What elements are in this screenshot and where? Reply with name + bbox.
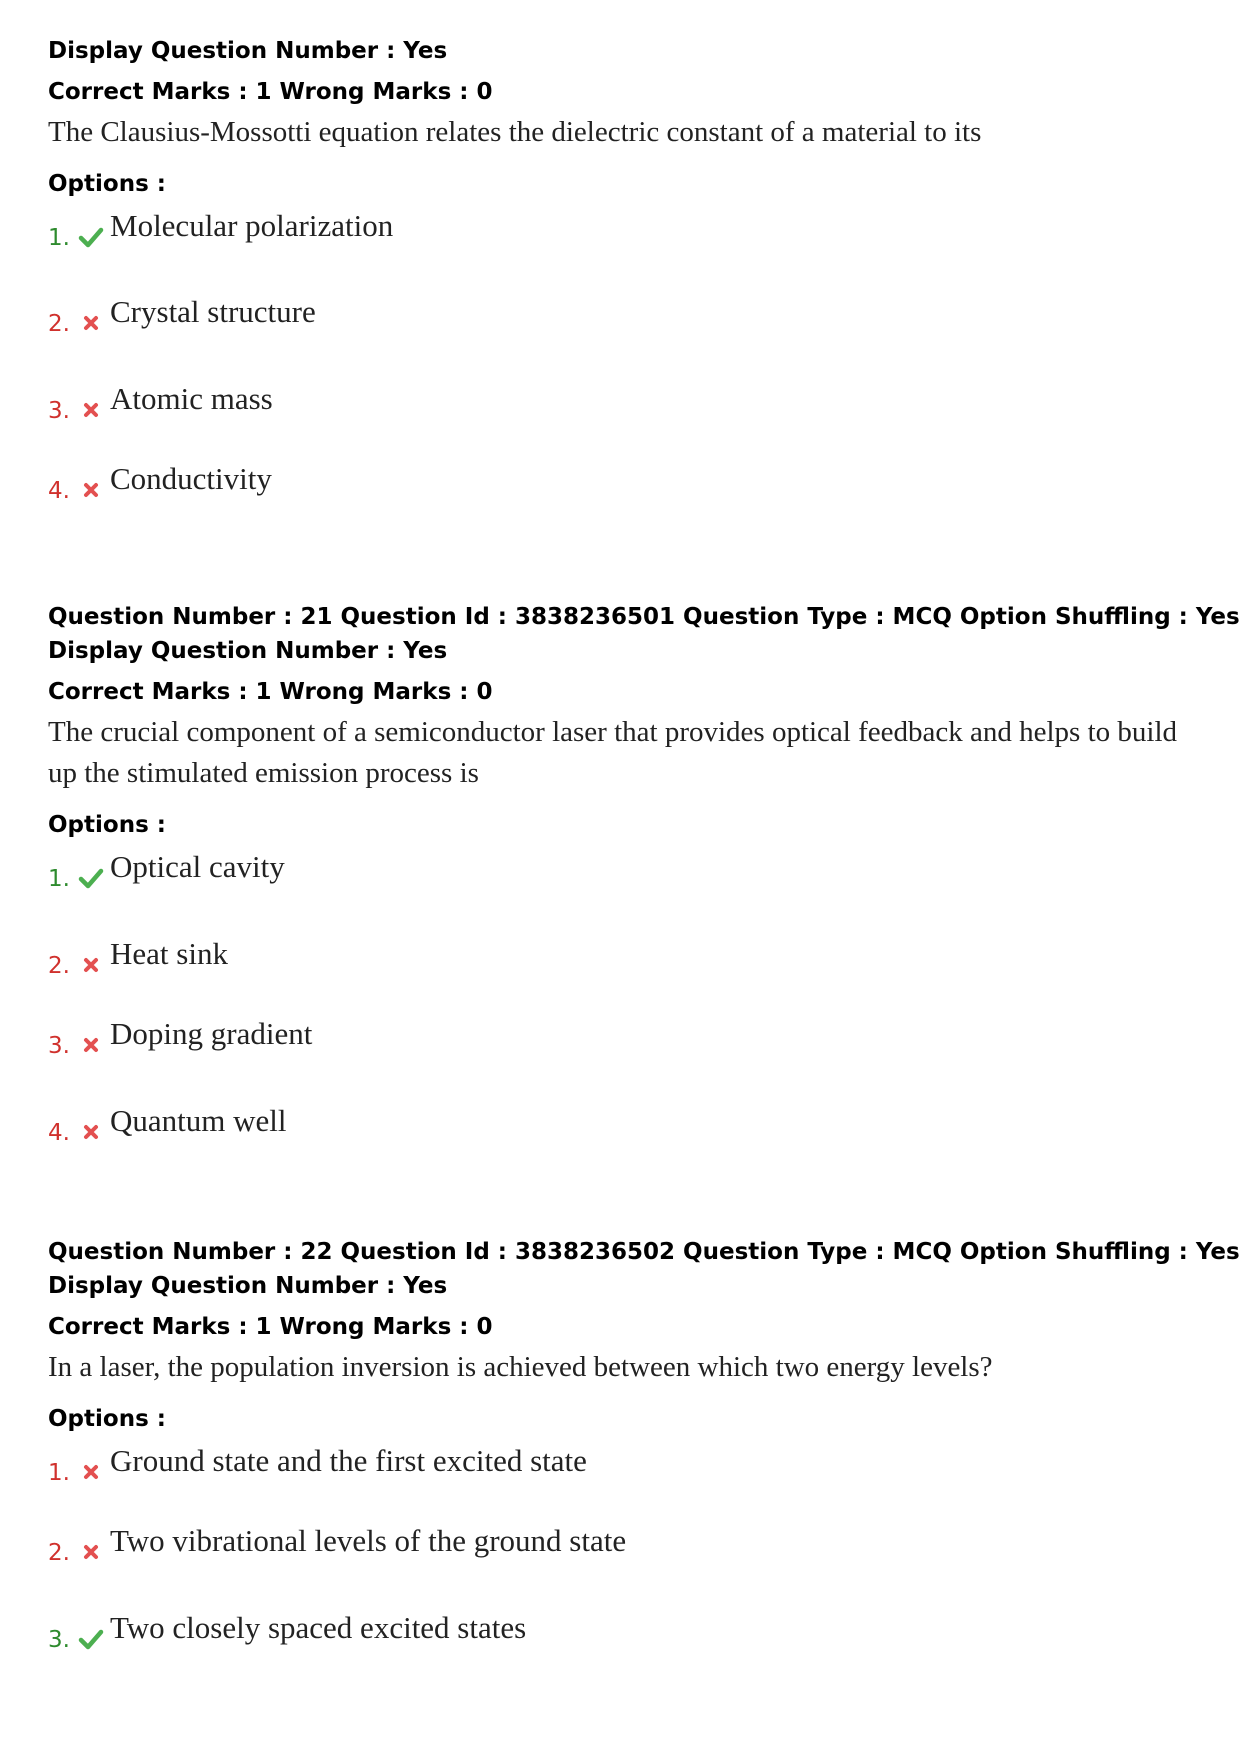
marks-line: Correct Marks : 1 Wrong Marks : 0 <box>48 1314 493 1340</box>
question-text: In a laser, the population inversion is achieved between which two energy levels? <box>48 1351 993 1383</box>
cross-icon <box>78 477 104 503</box>
question-header: Question Number : 21 Question Id : 3838236501 Question Type : MCQ Option Shuffling : Yes <box>48 604 1240 630</box>
display-question-number: Display Question Number : Yes <box>48 1273 448 1299</box>
option-number: 2. <box>48 311 70 337</box>
option-number: 2. <box>48 1540 70 1566</box>
option-number: 3. <box>48 398 70 424</box>
option-number: 3. <box>48 1627 70 1653</box>
options-label: Options : <box>48 812 166 838</box>
options-label: Options : <box>48 171 166 197</box>
option-number: 1. <box>48 1460 70 1486</box>
option-text: Ground state and the first excited state <box>110 1443 587 1478</box>
option-text: Two closely spaced excited states <box>110 1610 527 1645</box>
option-text: Conductivity <box>110 461 272 496</box>
option-text: Crystal structure <box>110 294 316 329</box>
option-text: Doping gradient <box>110 1016 313 1051</box>
options-label: Options : <box>48 1406 166 1432</box>
check-icon <box>78 1626 104 1652</box>
option-text: Heat sink <box>110 936 228 971</box>
cross-icon <box>78 952 104 978</box>
question-text: up the stimulated emission process is <box>48 757 479 789</box>
option-text: Molecular polarization <box>110 208 394 243</box>
marks-line: Correct Marks : 1 Wrong Marks : 0 <box>48 79 493 105</box>
cross-icon <box>78 1459 104 1485</box>
question-text: The Clausius-Mossotti equation relates the dielectric constant of a material to its <box>48 116 982 148</box>
cross-icon <box>78 310 104 336</box>
option-text: Quantum well <box>110 1103 287 1138</box>
option-number: 1. <box>48 866 70 892</box>
option-number: 4. <box>48 478 70 504</box>
check-icon <box>78 224 104 250</box>
display-question-number: Display Question Number : Yes <box>48 638 448 664</box>
question-header: Question Number : 22 Question Id : 3838236502 Question Type : MCQ Option Shuffling : Yes <box>48 1239 1240 1265</box>
cross-icon <box>78 1539 104 1565</box>
option-number: 3. <box>48 1033 70 1059</box>
option-text: Optical cavity <box>110 849 285 884</box>
display-question-number: Display Question Number : Yes <box>48 38 448 64</box>
option-text: Atomic mass <box>110 381 273 416</box>
option-text: Two vibrational levels of the ground state <box>110 1523 627 1558</box>
cross-icon <box>78 1119 104 1145</box>
option-number: 2. <box>48 953 70 979</box>
option-number: 1. <box>48 225 70 251</box>
cross-icon <box>78 397 104 423</box>
marks-line: Correct Marks : 1 Wrong Marks : 0 <box>48 679 493 705</box>
cross-icon <box>78 1032 104 1058</box>
check-icon <box>78 865 104 891</box>
question-text: The crucial component of a semiconductor laser that provides optical feedback and helps to build <box>48 716 1178 748</box>
option-number: 4. <box>48 1120 70 1146</box>
